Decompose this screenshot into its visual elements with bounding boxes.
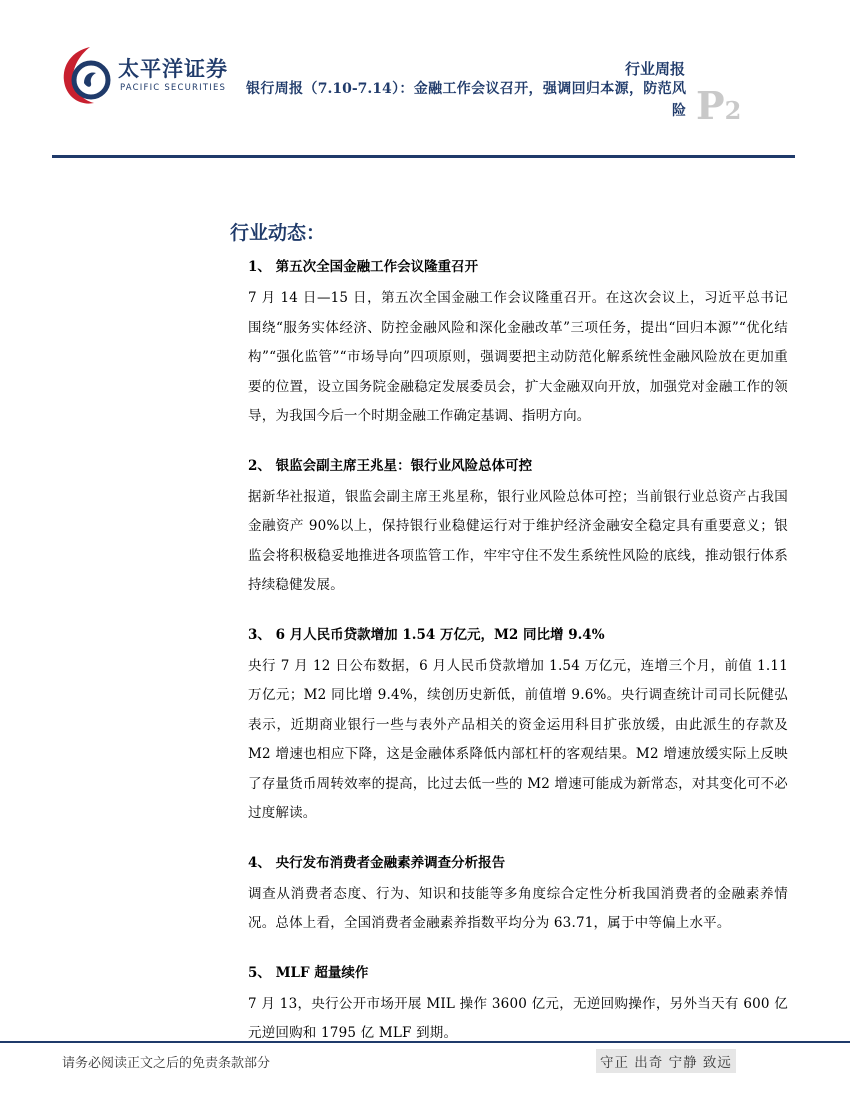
news-body: 7 月 14 日—15 日，第五次全国金融工作会议隆重召开。在这次会议上，习近平总书记围绕“服务实体经济、防控金融风险和深化金融改革”三项任务，提出“回归本源”“优化结构”“强化监管”“市场导向”四项原则，强调要把主动防范化解系统性金融风险放在更加重要的位置，设立国务院金融稳定发展委员会，扩大金融双向开放，加强党对金融工作的领导，为我国今后一个时期金融工作确定基调、指明方向。 (248, 290, 788, 424)
page-prefix: P (696, 83, 725, 128)
header-divider (52, 155, 795, 158)
news-body: 7 月 13，央行公开市场开展 MIL 操作 3600 亿元，无逆回购操作，另外当天有 600 亿元逆回购和 1795 亿 MLF 到期。 (248, 995, 788, 1041)
news-heading: 1、 第五次全国金融工作会议隆重召开 (248, 259, 479, 275)
news-item (248, 849, 788, 939)
news-body: 调查从消费者态度、行为、知识和技能等多角度综合定性分析我国消费者的金融素养情况。总体上看，全国消费者金融素养指数平均分为 63.71，属于中等偏上水平。 (248, 885, 788, 931)
company-logo (60, 45, 260, 115)
footer-divider (0, 1041, 850, 1043)
report-title: 银行周报（7.10-7.14）：金融工作会议召开，强调回归本源，防范风险 (246, 81, 686, 119)
page-digit: 2 (724, 96, 742, 125)
news-item (248, 959, 788, 1049)
logo-chinese-name: 太平洋证券 (118, 57, 228, 81)
news-heading: 5、 MLF 超量续作 (248, 964, 369, 981)
report-category: 行业周报 (624, 60, 685, 78)
news-body: 据新华社报道，银监会副主席王兆星称，银行业风险总体可控；当前银行业总资产占我国金融资产 90%以上，保持银行业稳健运行对于维护经济金融安全稳定具有重要意义；银监会将积极稳妥地推进各项监管工作，牢牢守住不发生系统性风险的底线，推动银行体系持续稳健发展。 (248, 488, 788, 593)
news-list (248, 253, 788, 1069)
news-item (248, 621, 788, 829)
news-heading: 3、 6 月人民币贷款增加 1.54 万亿元，M2 同比增 9.4% (248, 626, 605, 643)
logo-english-name: PACIFIC SECURITIES (120, 83, 227, 93)
page-number (696, 83, 742, 131)
news-heading: 4、 央行发布消费者金融素养调查分析报告 (248, 854, 506, 871)
footer-motto: 守正 出奇 宁静 致远 (596, 1049, 736, 1073)
news-body: 央行 7 月 12 日公布数据，6 月人民币贷款增加 1.54 万亿元，连增三个月，前值 1.11 万亿元；M2 同比增 9.4%，续创历史新低，前值增 9.6%。央行调查统计司司长阮健弘表示，近期商业银行一些与表外产品相关的资金运用科目扩张放缓，由此派生的存款及 M2 增速也相应下降，这是金融体系降低内部杠杆的客观结果。M2 增速放缓实际上反映了存量货币周转效率的提高，比过去低一些的 M2 增速可能成为新常态，对其变化可不必过度解读。 (248, 657, 788, 821)
section-title: 行业动态： (230, 222, 326, 244)
news-heading: 2、 银监会副主席王兆星：银行业风险总体可控 (248, 457, 533, 474)
footer-disclaimer: 请务必阅读正文之后的免责条款部分 (62, 1056, 271, 1071)
news-item (248, 452, 788, 601)
pacific-securities-logo-icon (60, 45, 112, 107)
news-item (248, 253, 788, 432)
